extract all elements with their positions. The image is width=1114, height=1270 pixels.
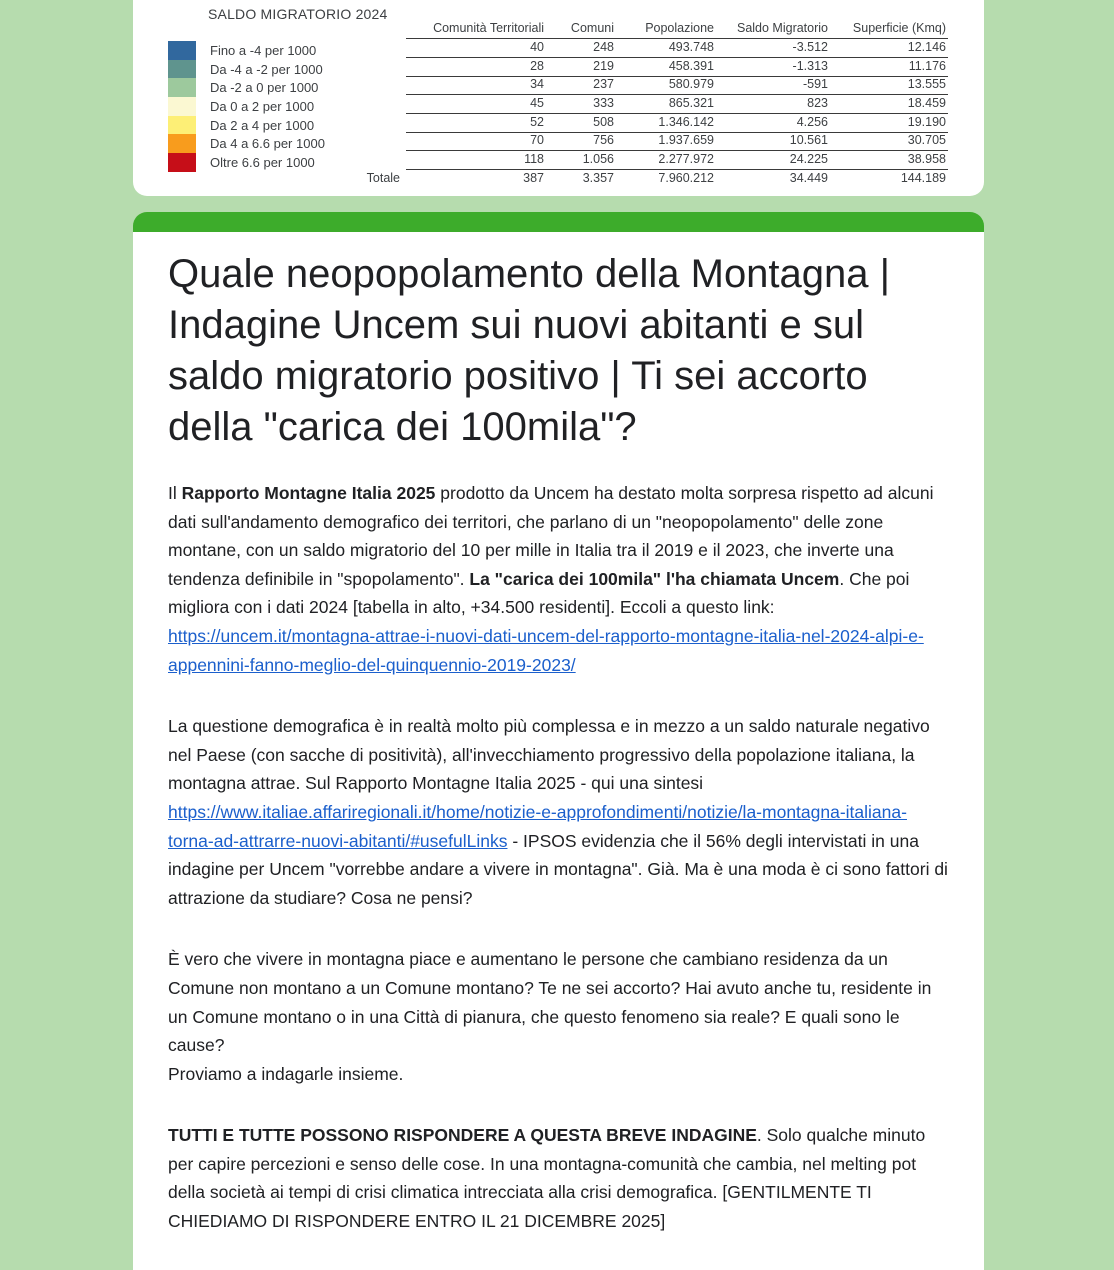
data-cell: 756	[546, 132, 616, 151]
description-paragraph	[168, 1121, 949, 1235]
data-cell: 248	[546, 39, 616, 58]
table-row	[358, 76, 948, 95]
data-cell: 28	[406, 57, 546, 76]
legend-label: Da 2 a 4 per 1000	[210, 117, 315, 133]
table-row	[358, 39, 948, 58]
form-title: Quale neopopolamento della Montagna | Indagine Uncem sui nuovi abitanti e sul saldo migratorio positivo | Ti sei accorto della "carica dei 100mila"?	[168, 252, 891, 449]
data-cell: 493.748	[616, 39, 716, 58]
column-header: Comuni	[546, 20, 616, 39]
total-cell: 3.357	[582, 171, 614, 186]
table-row	[358, 57, 948, 76]
data-cell: 70	[406, 132, 546, 151]
table-header-row	[358, 20, 948, 39]
data-cell: -3.512	[716, 39, 830, 58]
data-cell: -591	[716, 76, 830, 95]
header-spacer-cell	[358, 20, 406, 39]
legend-row	[168, 60, 325, 79]
data-cell: 38.958	[830, 151, 948, 170]
legend-color-swatch	[168, 97, 196, 116]
form-card	[133, 232, 984, 1270]
data-cell: 1.937.659	[616, 132, 716, 151]
data-cell: 45	[406, 95, 546, 114]
bold-text-segment: Rapporto Montagne Italia 2025	[181, 483, 436, 503]
legend-label: Da 0 a 2 per 1000	[210, 98, 315, 114]
data-cell: 2.277.972	[616, 151, 716, 170]
bold-text-segment: TUTTI E TUTTE POSSONO RISPONDERE A QUESTA BREVE INDAGINE	[168, 1125, 757, 1146]
data-cell: 11.176	[830, 57, 948, 76]
data-cell: 24.225	[716, 151, 830, 170]
data-cell: 52	[406, 113, 546, 132]
text-segment: . Solo qualche minuto per capire percezioni e senso delle cose. In una montagna-comunità che cambia, nel melting pot della società ai tempi di crisi climatica intrecciata alla crisi demografica. [GENTILMENTE TI CHIEDIAMO DI RISPONDERE ENTRO IL 21 DICEMBRE 2025]	[168, 1125, 926, 1232]
row-label-cell	[358, 57, 406, 76]
link[interactable]: https://www.italiae.affariregionali.it/home/notizie-e-approfondimenti/notizie/la-montagna-italiana-torna-ad-attrarre-nuovi-abitanti/#usefulLinks	[168, 801, 907, 851]
total-cell: 387	[523, 171, 544, 186]
legend-row	[168, 116, 325, 135]
description-paragraph	[168, 712, 949, 912]
legend-row	[168, 78, 325, 97]
data-cell: 118	[406, 151, 546, 170]
row-label-cell	[358, 95, 406, 114]
data-cell: 19.190	[830, 113, 948, 132]
text-segment: È vero che vivere in montagna piace e aumentano le persone che cambiano residenza da un Comune non montano a un Comune montano? Te ne sei accorto? Hai avuto anche tu, residente in un Comune montano o in una Città di pianura, che questo fenomeno sia reale? E quali sono le cause?	[168, 949, 932, 1056]
row-label-cell	[358, 39, 406, 58]
description-paragraph	[168, 945, 949, 1088]
column-header: Popolazione	[616, 20, 716, 39]
column-header: Superficie (Kmq)	[830, 20, 948, 39]
data-cell: 823	[716, 95, 830, 114]
column-header: Saldo Migratorio	[716, 20, 830, 39]
total-cell: 34.449	[789, 171, 828, 186]
row-label-cell	[358, 132, 406, 151]
total-cell: 7.960.212	[658, 171, 714, 186]
migration-table	[358, 20, 948, 188]
legend-label: Fino a -4 per 1000	[210, 42, 317, 58]
text-segment: Il	[168, 483, 182, 503]
legend-color-swatch	[168, 41, 196, 60]
data-cell: 580.979	[616, 76, 716, 95]
data-cell: 10.561	[716, 132, 830, 151]
legend-color-swatch	[168, 60, 196, 79]
row-label-cell	[358, 151, 406, 170]
data-cell: 40	[406, 39, 546, 58]
legend-label: Da 4 a 6.6 per 1000	[210, 136, 325, 152]
data-cell: 237	[546, 76, 616, 95]
legend-color-swatch	[168, 116, 196, 135]
data-cell: 865.321	[616, 95, 716, 114]
data-cell: -1.313	[716, 57, 830, 76]
form-theme-bar	[133, 212, 984, 232]
panel-title: SALDO MIGRATORIO 2024	[208, 6, 388, 22]
table-body	[358, 39, 948, 189]
data-cell: 219	[546, 57, 616, 76]
legend-label: Oltre 6.6 per 1000	[210, 154, 315, 170]
row-label-cell	[358, 113, 406, 132]
text-segment: . Che poi migliora con i dati 2024 [tabella in alto, +34.500 residenti]. Eccoli a questo link:	[168, 568, 910, 618]
legend-color-swatch	[168, 78, 196, 97]
table-row	[358, 95, 948, 114]
table-row	[358, 151, 948, 170]
legend-row	[168, 134, 325, 153]
bold-text-segment: La "carica dei 100mila" l'ha chiamata Uncem	[469, 568, 840, 589]
legend-row	[168, 97, 325, 116]
data-cell: 333	[546, 95, 616, 114]
legend-label: Da -2 a 0 per 1000	[210, 80, 319, 96]
data-cell: 18.459	[830, 95, 948, 114]
text-segment: prodotto da Uncem ha destato molta sorpresa rispetto ad alcuni dati sull'andamento demografico dei territori, che parlano di un "neopopolamento" delle zone montane, con un saldo migratorio del 10 per mille in Italia tra il 2019 e il 2023, che inverte una tendenza definibile in "spopolamento".	[168, 483, 934, 589]
table-row	[358, 113, 948, 132]
legend-label: Da -4 a -2 per 1000	[210, 61, 323, 77]
legend-row	[168, 41, 325, 60]
row-label-cell	[358, 76, 406, 95]
legend-color-swatch	[168, 153, 196, 172]
text-segment: Proviamo a indagarle insieme.	[168, 1063, 404, 1084]
column-header: Comunità Territoriali	[406, 20, 546, 39]
data-cell: 1.346.142	[616, 113, 716, 132]
data-cell: 4.256	[716, 113, 830, 132]
total-row	[358, 170, 948, 189]
data-cell: 34	[406, 76, 546, 95]
total-cell: 144.189	[900, 171, 946, 186]
description-paragraph	[168, 479, 949, 679]
total-label: Totale	[366, 170, 400, 185]
legend-row	[168, 153, 325, 172]
data-cell: 458.391	[616, 57, 716, 76]
table-row	[358, 132, 948, 151]
legend-color-swatch	[168, 134, 196, 153]
data-cell: 1.056	[546, 151, 616, 170]
legend	[168, 41, 325, 172]
data-cell: 30.705	[830, 132, 948, 151]
text-segment: La questione demografica è in realtà molto più complessa e in mezzo a un saldo naturale negativo nel Paese (con sacche di positività), all'invecchiamento progressivo della popolazione italiana, la montagna attrae. Sul Rapporto Montagne Italia 2025 - qui una sintesi	[168, 716, 930, 794]
migration-summary-card	[133, 0, 984, 196]
data-cell: 12.146	[830, 39, 948, 58]
data-cell: 13.555	[830, 76, 948, 95]
text-segment: - IPSOS evidenzia che il 56% degli intervistati in una indagine per Uncem "vorrebbe andare a vivere in montagna". Già. Ma è una moda è ci sono fattori di attrazione da studiare? Cosa ne pensi?	[168, 830, 948, 908]
data-cell: 508	[546, 113, 616, 132]
form-description	[168, 479, 949, 1236]
link[interactable]: https://uncem.it/montagna-attrae-i-nuovi-dati-uncem-del-rapporto-montagne-italia-nel-2024-alpi-e-appennini-fanno-meglio-del-quinquennio-2019-2023/	[168, 625, 924, 675]
